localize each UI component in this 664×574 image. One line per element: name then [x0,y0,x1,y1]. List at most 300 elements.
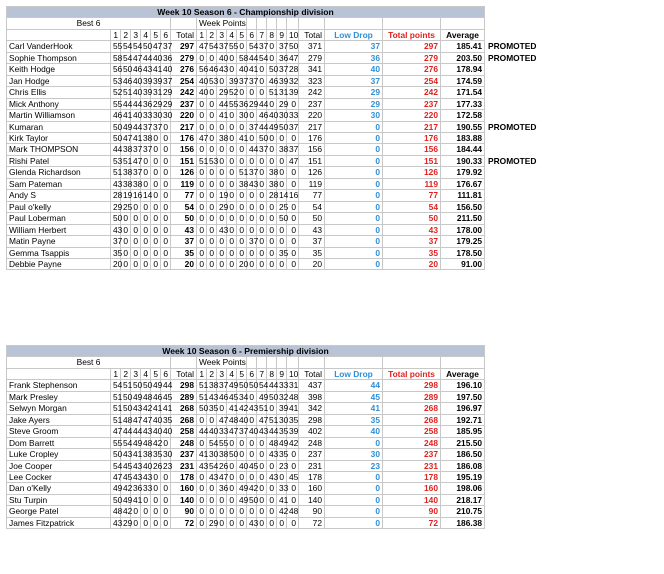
week-total: 298 [299,414,325,425]
low-drop: 0 [325,236,383,247]
best-score: 30 [151,110,161,121]
best-col-header: 2 [121,29,131,40]
week-score: 0 [227,224,237,235]
week-score: 0 [197,178,207,189]
best-score: 41 [151,64,161,75]
week-score: 55 [217,437,227,448]
week-score: 0 [267,460,277,471]
best-score: 40 [141,460,151,471]
total-points: 77 [383,190,441,201]
total-points: 242 [383,87,441,98]
average: 171.54 [441,87,485,98]
week-score: 26 [217,460,227,471]
week-score: 0 [217,506,227,517]
best-total: 126 [171,167,197,178]
week-score: 0 [227,460,237,471]
status-badge [485,483,541,494]
low-drop: 40 [325,64,383,75]
table-row [7,110,541,121]
week-score: 41 [227,403,237,414]
week-score: 48 [227,414,237,425]
week-total: 398 [299,391,325,402]
week-total: 35 [299,247,325,258]
week-score: 0 [197,494,207,505]
best-total: 77 [171,190,197,201]
average: 91.00 [441,258,485,269]
average: 186.38 [441,517,485,528]
best-score: 47 [151,41,161,52]
week-total: 37 [299,236,325,247]
best-score: 51 [121,155,131,166]
best-score: 49 [111,483,121,494]
best-score: 49 [121,494,131,505]
best-score: 30 [161,449,171,460]
best-score: 40 [131,87,141,98]
player-name: Dom Barrett [7,437,111,448]
week-score: 40 [217,52,227,63]
week-score: 37 [277,41,287,52]
average: 111.81 [441,190,485,201]
week-score: 0 [237,87,247,98]
total-points: 231 [383,460,441,471]
week-score: 0 [237,236,247,247]
best-score: 0 [151,132,161,143]
table-row [7,144,541,155]
table-row [7,87,541,98]
week-score: 0 [207,144,217,155]
best-score: 0 [151,494,161,505]
week-score: 40 [237,64,247,75]
week-score: 44 [197,426,207,437]
week-score: 41 [237,132,247,143]
week-score: 0 [287,236,299,247]
player-name: Selwyn Morgan [7,403,111,414]
best-score: 0 [151,247,161,258]
table-row [7,132,541,143]
average: 185.41 [441,41,485,52]
week-score: 51 [197,155,207,166]
best-score: 0 [161,247,171,258]
best-total: 217 [171,121,197,132]
week-score: 0 [207,414,217,425]
best-score: 29 [161,87,171,98]
week-score: 0 [207,52,217,63]
best-total: 237 [171,449,197,460]
best-score: 0 [141,213,151,224]
best-score: 38 [121,144,131,155]
week-score: 37 [247,167,257,178]
player-name: Andy S [7,190,111,201]
total-header: Total [171,29,197,40]
best-score: 0 [161,132,171,143]
total-points: 37 [383,236,441,247]
week-score: 38 [267,178,277,189]
best-score: 42 [121,483,131,494]
table-row [7,201,541,212]
best-score: 0 [161,213,171,224]
best-score: 41 [131,132,141,143]
best-total: 160 [171,483,197,494]
status-badge [485,167,541,178]
week-score: 0 [227,110,237,121]
best-score: 29 [161,98,171,109]
best-score: 0 [151,517,161,528]
low-drop: 0 [325,144,383,155]
best-score: 0 [131,506,141,517]
week-score: 0 [197,437,207,448]
best-total: 298 [171,380,197,391]
best-score: 50 [141,41,151,52]
week-score: 0 [257,236,267,247]
status-badge [485,201,541,212]
group-blank [325,357,383,368]
week-score: 55 [227,98,237,109]
low-drop: 0 [325,178,383,189]
low-drop: 0 [325,258,383,269]
week-score: 38 [217,449,227,460]
week-score: 0 [197,471,207,482]
average: 185.95 [441,426,485,437]
week-score: 49 [227,380,237,391]
week-total: 90 [299,506,325,517]
week-total: 176 [299,132,325,143]
week-score: 51 [267,87,277,98]
best-score: 44 [121,98,131,109]
best-score: 0 [161,506,171,517]
status-badge [485,213,541,224]
week-score: 42 [277,506,287,517]
week-score: 0 [237,155,247,166]
week-score: 41 [277,494,287,505]
player-name: Paul o'kelly [7,201,111,212]
best-score: 35 [161,414,171,425]
week-score: 0 [247,258,257,269]
best-score: 0 [121,224,131,235]
week-score: 37 [247,121,257,132]
week-score: 0 [227,155,237,166]
low-drop: 36 [325,52,383,63]
week-col-header: 2 [207,29,217,40]
group-blank [277,18,287,29]
week-total: 242 [299,87,325,98]
week-score: 30 [277,110,287,121]
week-points-header: Week Points [197,18,247,29]
week-total: 279 [299,52,325,63]
week-score: 0 [247,213,257,224]
total-points: 279 [383,52,441,63]
best-score: 41 [131,494,141,505]
week-score: 0 [227,247,237,258]
best-score: 0 [161,190,171,201]
best-score: 41 [161,403,171,414]
week-col-header: 1 [197,368,207,379]
week-score: 37 [247,236,257,247]
week-score: 0 [287,517,299,528]
best-total: 297 [171,41,197,52]
best-score: 51 [121,87,131,98]
week-score: 53 [207,155,217,166]
total-points: 289 [383,391,441,402]
week-score: 0 [207,132,217,143]
week-score: 0 [247,132,257,143]
table-row [7,247,541,258]
best-score: 43 [111,224,121,235]
week-score: 33 [277,380,287,391]
total-points: 160 [383,483,441,494]
week-score: 50 [277,121,287,132]
group-blank [287,357,299,368]
table-row [7,380,541,391]
best-score: 39 [141,75,151,86]
week-total: 402 [299,426,325,437]
low-drop: 0 [325,506,383,517]
week-score: 0 [267,258,277,269]
status-badge [485,132,541,143]
week-score: 34 [237,391,247,402]
status-badge [485,460,541,471]
player-name: James Fitzpatrick [7,517,111,528]
best-score: 46 [111,110,121,121]
best-score: 0 [161,178,171,189]
average: 172.58 [441,110,485,121]
week-score: 0 [197,224,207,235]
week-score: 0 [227,258,237,269]
week-score: 50 [287,41,299,52]
best-score: 50 [121,403,131,414]
week-score: 0 [277,178,287,189]
week-score: 23 [277,460,287,471]
week-score: 38 [267,167,277,178]
week-score: 33 [287,110,299,121]
week-score: 0 [237,449,247,460]
week-total: 54 [299,201,325,212]
week-score: 0 [287,247,299,258]
table-row [7,483,541,494]
best-score: 37 [151,121,161,132]
week-score: 43 [247,178,257,189]
total-points: 298 [383,380,441,391]
best-score: 40 [131,110,141,121]
week-score: 43 [267,471,277,482]
best-score: 40 [131,75,141,86]
best-score: 0 [131,224,141,235]
week-score: 0 [207,98,217,109]
low-drop: 0 [325,517,383,528]
week-score: 0 [237,506,247,517]
best-total: 156 [171,144,197,155]
week-score: 47 [217,471,227,482]
week-score: 0 [257,87,267,98]
week-score: 0 [267,224,277,235]
week-score: 42 [287,437,299,448]
status-badge [485,64,541,75]
week-total: 156 [299,144,325,155]
week-total: 126 [299,167,325,178]
week-score: 0 [277,471,287,482]
week-score: 40 [237,414,247,425]
week-score: 0 [207,494,217,505]
week-score: 0 [267,403,277,414]
group-blank [325,18,383,29]
week-score: 0 [237,517,247,528]
week-score: 54 [207,437,217,448]
total-points: 176 [383,132,441,143]
average: 218.17 [441,494,485,505]
week-score: 43 [247,403,257,414]
week-score: 0 [227,52,237,63]
week-points-header: Week Points [197,357,247,368]
total-points: 156 [383,144,441,155]
best-score: 43 [141,426,151,437]
week-total: 220 [299,110,325,121]
best-score: 0 [141,167,151,178]
week-score: 0 [217,517,227,528]
week-score: 36 [237,98,247,109]
week-score: 45 [227,391,237,402]
best-total: 35 [171,247,197,258]
week-score: 47 [197,41,207,52]
week-score: 0 [197,483,207,494]
week-total-header: Total [299,368,325,379]
week-score: 0 [257,224,267,235]
best-score: 0 [151,224,161,235]
title-spacer [485,7,541,18]
week-score: 0 [257,190,267,201]
table-row [7,167,541,178]
player-name: Sam Pateman [7,178,111,189]
table-row [7,155,541,166]
best-score: 50 [121,391,131,402]
week-score: 0 [267,144,277,155]
best-score: 0 [151,506,161,517]
low-drop: 40 [325,426,383,437]
status-badge [485,414,541,425]
best-score: 0 [131,236,141,247]
best-score: 41 [121,110,131,121]
average: 186.50 [441,449,485,460]
low-drop: 0 [325,471,383,482]
week-score: 58 [237,52,247,63]
week-score: 0 [247,110,257,121]
best-score: 0 [161,236,171,247]
best-total: 140 [171,494,197,505]
week-score: 40 [197,87,207,98]
best-6-header: Best 6 [7,357,171,368]
table-row [7,75,541,86]
best-total: 268 [171,414,197,425]
table-row [7,64,541,75]
best-score: 0 [151,190,161,201]
week-score: 44 [267,380,277,391]
best-total: 220 [171,110,197,121]
week-score: 0 [237,121,247,132]
week-score: 0 [277,236,287,247]
status-badge [485,178,541,189]
week-score: 33 [217,426,227,437]
week-score: 0 [197,517,207,528]
best-score: 50 [131,380,141,391]
status-badge [485,98,541,109]
low-drop: 35 [325,414,383,425]
best-6-header: Best 6 [7,18,171,29]
status-badge [485,190,541,201]
table-title: Week 10 Season 6 - Premiership division [7,346,485,357]
week-score: 0 [247,471,257,482]
week-total: 231 [299,460,325,471]
best-score: 38 [131,178,141,189]
week-score: 51 [197,391,207,402]
status-badge [485,437,541,448]
best-score: 0 [131,213,141,224]
best-score: 0 [151,236,161,247]
title-row [7,346,541,357]
week-score: 0 [257,506,267,517]
best-score: 54 [111,380,121,391]
week-score: 56 [197,64,207,75]
best-score: 49 [131,437,141,448]
status-badge [485,75,541,86]
total-points: 258 [383,426,441,437]
group-blank [287,18,299,29]
best-col-header: 1 [111,368,121,379]
week-score: 46 [217,391,227,402]
player-name: Joe Cooper [7,460,111,471]
player-name: Martin Williamson [7,110,111,121]
low-drop: 41 [325,403,383,414]
week-score: 0 [257,155,267,166]
best-score: 0 [161,471,171,482]
week-score: 41 [197,449,207,460]
best-total: 178 [171,471,197,482]
best-score: 54 [111,460,121,471]
best-score: 0 [131,258,141,269]
week-score: 28 [287,64,299,75]
best-col-header: 3 [131,368,141,379]
week-score: 0 [287,213,299,224]
week-score: 0 [217,178,227,189]
best-score: 41 [131,449,141,460]
average: 177.33 [441,98,485,109]
best-score: 0 [141,517,151,528]
status-badge [485,391,541,402]
week-total: 437 [299,380,325,391]
week-score: 0 [207,87,217,98]
low-drop: 0 [325,190,383,201]
week-score: 35 [277,426,287,437]
best-score: 55 [111,437,121,448]
week-score: 51 [197,380,207,391]
week-score: 51 [267,414,277,425]
table-row [7,471,541,482]
week-score: 40 [207,426,217,437]
week-score: 54 [247,41,257,52]
best-score: 0 [161,494,171,505]
week-score: 0 [247,190,257,201]
week-score: 46 [207,64,217,75]
best-col-header: 6 [161,368,171,379]
total-points: 35 [383,247,441,258]
total-points: 72 [383,517,441,528]
week-total: 43 [299,224,325,235]
best-score: 0 [121,247,131,258]
group-blank [441,18,485,29]
week-score: 0 [247,391,257,402]
week-score: 0 [237,41,247,52]
week-total: 77 [299,190,325,201]
best-score: 51 [111,167,121,178]
table-row [7,460,541,471]
best-total: 254 [171,75,197,86]
